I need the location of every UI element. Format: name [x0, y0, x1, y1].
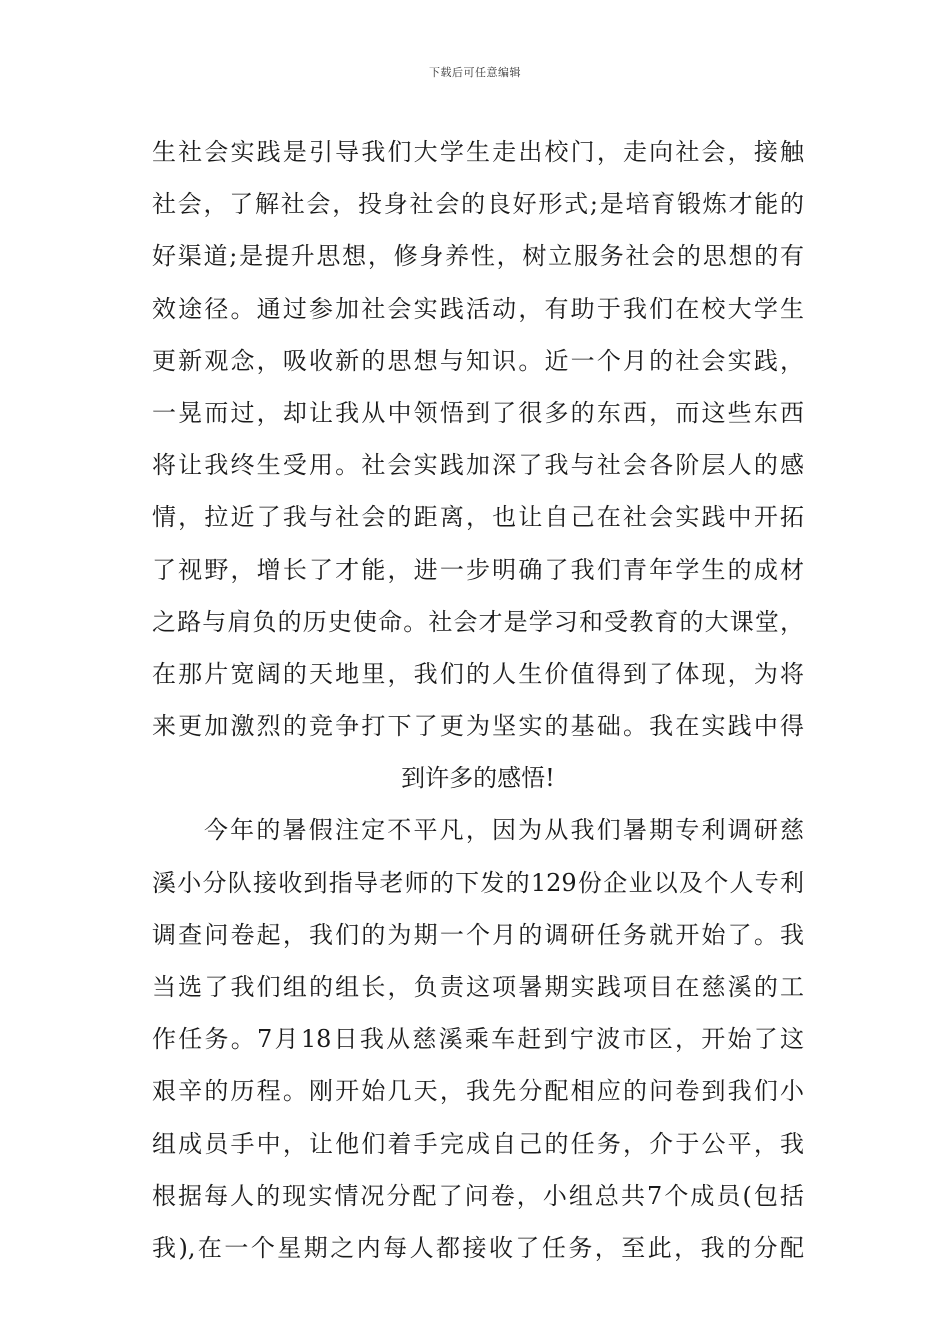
text-line: 社会，了解社会，投身社会的良好形式;是培育锻炼才能的: [152, 190, 804, 219]
document-body: [152, 126, 804, 1274]
text-line: 在那片宽阔的天地里，我们的人生价值得到了体现，为将: [152, 659, 804, 688]
page-header: 下载后可任意编辑: [429, 66, 521, 79]
text-line: 我),在一个星期之内每人都接收了任务，至此，我的分配: [152, 1233, 804, 1262]
text-line: 溪小分队接收到指导老师的下发的129份企业以及个人专利: [152, 868, 804, 897]
text-line: 一晃而过，却让我从中领悟到了很多的东西，而这些东西: [152, 398, 804, 427]
paragraph-end-line: 到许多的感悟!: [401, 764, 555, 793]
text-line: 情，拉近了我与社会的距离，也让自己在社会实践中开拓: [152, 503, 804, 532]
text-line: 组成员手中，让他们着手完成自己的任务，介于公平，我: [152, 1129, 804, 1158]
text-line: 好渠道;是提升思想，修身养性，树立服务社会的思想的有: [152, 242, 804, 271]
text-line: 更新观念，吸收新的思想与知识。近一个月的社会实践，: [152, 346, 804, 375]
text-line: 将让我终生受用。社会实践加深了我与社会各阶层人的感: [152, 451, 804, 480]
text-line: 作任务。7月18日我从慈溪乘车赶到宁波市区，开始了这: [152, 1025, 804, 1054]
text-line: 根据每人的现实情况分配了问卷，小组总共7个成员(包括: [152, 1181, 804, 1210]
text-line: 了视野，增长了才能，进一步明确了我们青年学生的成材: [152, 555, 804, 584]
text-line: 生社会实践是引导我们大学生走出校门，走向社会，接触: [152, 138, 804, 166]
text-line: 当选了我们组的组长，负责这项暑期实践项目在慈溪的工: [152, 973, 804, 1001]
paragraph-start-line: 今年的暑假注定不平凡，因为从我们暑期专利调研慈: [204, 816, 804, 845]
text-line: 调查问卷起，我们的为期一个月的调研任务就开始了。我: [152, 920, 804, 949]
text-line: 艰辛的历程。刚开始几天，我先分配相应的问卷到我们小: [152, 1077, 804, 1106]
text-line: 之路与肩负的历史使命。社会才是学习和受教育的大课堂，: [152, 607, 804, 636]
text-line: 效途径。通过参加社会实践活动，有助于我们在校大学生: [152, 294, 804, 323]
text-line: 来更加激烈的竞争打下了更为坚实的基础。我在实践中得: [152, 712, 804, 741]
